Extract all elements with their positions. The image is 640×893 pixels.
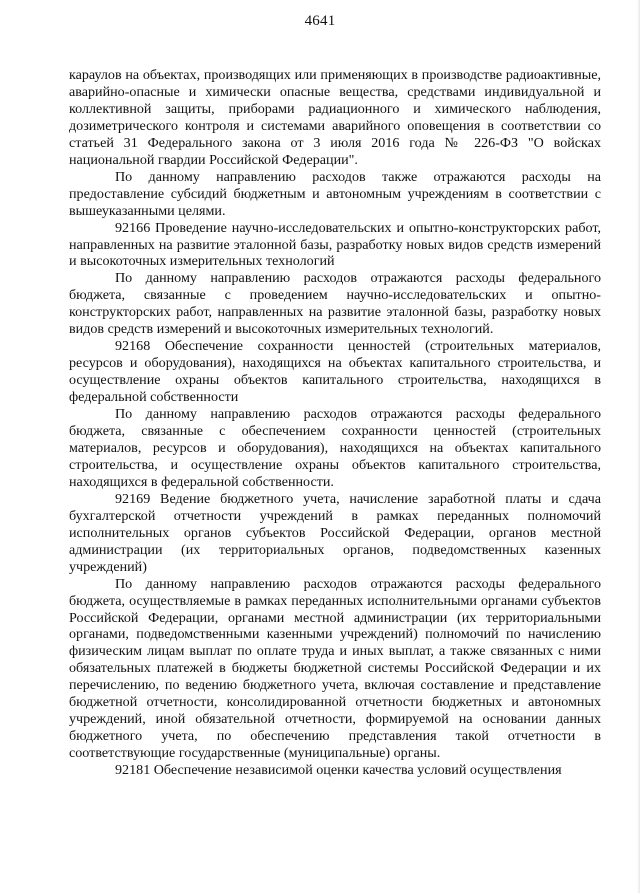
document-body — [69, 67, 601, 779]
paragraph-92168-heading: 92168 Обеспечение сохранности ценностей (строительных материалов, ресурсов и оборудования), находящихся на объектах капитального строительства, и осуществление охраны объектов капитального строительства, находящихся в федеральной собственности — [69, 338, 601, 406]
page-number: 4641 — [304, 13, 336, 29]
paragraph-92169-description: По данному направлению расходов отражаются расходы федерального бюджета, осуществляемые в рамках переданных исполнительными органами субъектов Российской Федерации, органами местной администрации (их территориальными органами, подведомственными казенными учреждений) полномочий по начислению физическим лицам выплат по оплате труда и иных выплат, а также связанных с ними обязательных платежей в бюджеты бюджетной системы Российской Федерации и их перечислению, по ведению бюджетного учета, включая составление и представление бюджетной отчетности, консолидированной отчетности бюджетных и автономных учреждений, иной обязательной отчетности, формируемой на основании данных бюджетного учета, по обеспечению представления такой отчетности в соответствующие государственные (муниципальные) органы. — [69, 575, 601, 762]
paragraph-92166-heading: 92166 Проведение научно-исследовательских и опытно-конструкторских работ, направленных на развитие эталонной базы, разработку новых видов средств измерений и высокоточных измерительных технологий — [69, 219, 601, 270]
paragraph-92169-heading: 92169 Ведение бюджетного учета, начисление заработной платы и сдача бухгалтерской отчетности учреждений в рамках переданных полномочий исполнительных органов субъектов Российской Федерации, органов местной администрации (их территориальных органов, подведомственных казенных учреждений) — [69, 490, 601, 575]
paragraph-92166-description: По данному направлению расходов отражаются расходы федерального бюджета, связанные с проведением научно-исследовательских и опытно-конструкторских работ, направленных на развитие эталонной базы, разработку новых видов средств измерений и высокоточных измерительных технологий. — [69, 270, 601, 338]
paragraph-92181-heading: 92181 Обеспечение независимой оценки качества условий осуществления — [115, 762, 562, 779]
paragraph-guard-equipment-continuation: караулов на объектах, производящих или применяющих в производстве радиоактивные, аварийно-опасные и химически опасные вещества, средствами индивидуальной и коллективной защиты, приборами радиационного и химического наблюдения, дозиметрического контроля и системами аварийного оповещения в соответствии со статьей 31 Федерального закона от 3 июля 2016 года № 226-ФЗ "О войсках национальной гвардии Российской Федерации". — [69, 67, 601, 168]
paragraph-subsidies-note: По данному направлению расходов также отражаются расходы на предоставление субсидий бюджетным и автономным учреждениям в соответствии с вышеуказанными целями. — [69, 168, 601, 219]
paragraph-92168-description: По данному направлению расходов отражаются расходы федерального бюджета, связанные с обеспечением сохранности ценностей (строительных материалов, ресурсов и оборудования), находящихся на объектах капитального строительства, и осуществление охраны объектов капитального строительства, находящихся в федеральной собственности. — [69, 406, 601, 490]
